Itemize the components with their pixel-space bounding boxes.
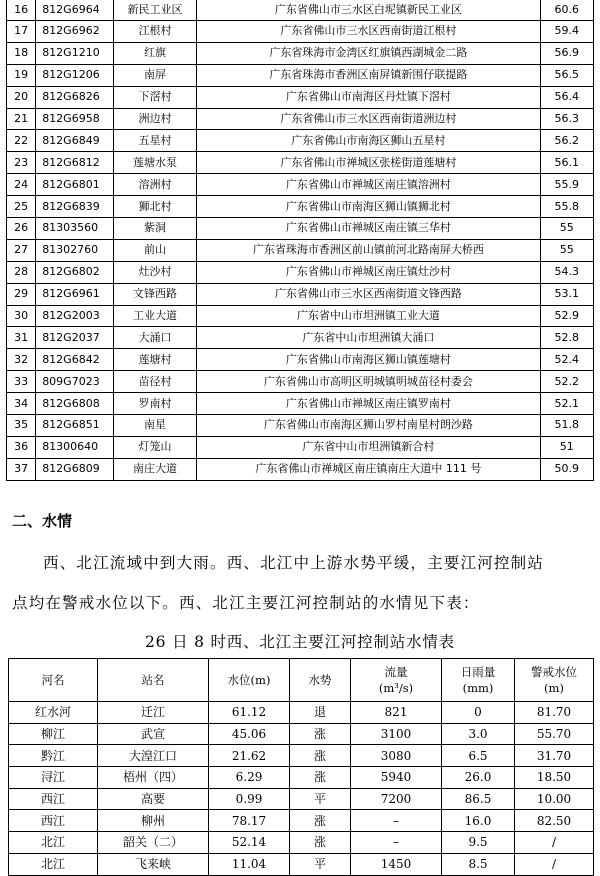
station-address: 广东省佛山市南海区丹灶镇下滘村: [197, 86, 540, 108]
station-address: 广东省佛山市三水区西南街道江根村: [197, 21, 540, 43]
table-row: [7, 152, 594, 174]
station-address: 广东省珠海市香洲区前山镇前河北路南屏大桥西: [197, 239, 540, 261]
warning-level: 81.70: [515, 702, 594, 724]
header-flow-line1: 流量: [384, 665, 408, 679]
header-rain-line1: 日雨量: [460, 665, 496, 679]
row-number: 25: [7, 196, 36, 218]
water-level: 0.99: [209, 788, 290, 810]
warning-level: /: [515, 853, 594, 875]
station-name: 下滘村: [113, 86, 197, 108]
header-station: 站名: [98, 659, 209, 702]
station-name: 飞来峡: [98, 853, 209, 875]
row-number: 20: [7, 86, 36, 108]
station-address: 广东省佛山市禅城区南庄镇灶沙村: [197, 261, 540, 283]
water-trend: 平: [290, 853, 351, 875]
station-address: 广东省佛山市三水区白坭镇新民工业区: [197, 0, 540, 21]
table-row: [7, 218, 594, 240]
row-number: 35: [7, 415, 36, 437]
table-row: [9, 767, 594, 789]
flow-rate: 3080: [351, 745, 442, 767]
row-number: 19: [7, 64, 36, 86]
daily-rainfall: 26.0: [442, 767, 515, 789]
river-name: 黔江: [9, 745, 98, 767]
table-row: [9, 810, 594, 832]
row-number: 24: [7, 174, 36, 196]
river-name: 北江: [9, 832, 98, 854]
water-trend: 涨: [290, 745, 351, 767]
station-code: 812G6808: [36, 393, 114, 415]
row-number: 30: [7, 305, 36, 327]
station-address: 广东省佛山市禅城区南庄镇三华村: [197, 218, 540, 240]
table-row: [7, 327, 594, 349]
station-address: 广东省中山市坦洲镇新合村: [197, 436, 540, 458]
station-name: 灯笼山: [113, 436, 197, 458]
station-name: 苗径村: [113, 371, 197, 393]
station-name: 韶关（二）: [98, 832, 209, 854]
table-row: [7, 436, 594, 458]
rain-station-table: [6, 0, 594, 481]
table-row: [7, 108, 594, 130]
water-trend: 涨: [290, 810, 351, 832]
river-name: 西江: [9, 788, 98, 810]
station-name: 灶沙村: [113, 261, 197, 283]
water-level: 45.06: [209, 723, 290, 745]
rainfall-value: 56.1: [540, 152, 593, 174]
warning-level: 10.00: [515, 788, 594, 810]
station-code: 809G7023: [36, 371, 114, 393]
flow-rate: 3100: [351, 723, 442, 745]
flow-rate: 1450: [351, 853, 442, 875]
table-row: [7, 86, 594, 108]
station-address: 广东省佛山市南海区狮山镇狮北村: [197, 196, 540, 218]
station-name: 紫洞: [113, 218, 197, 240]
warning-level: /: [515, 832, 594, 854]
station-name: 前山: [113, 239, 197, 261]
row-number: 27: [7, 239, 36, 261]
header-river: 河名: [9, 659, 98, 702]
river-name: 西江: [9, 810, 98, 832]
row-number: 31: [7, 327, 36, 349]
table-row: [9, 702, 594, 724]
header-warn-line1: 警戒水位: [531, 665, 577, 679]
water-level: 11.04: [209, 853, 290, 875]
water-level: 78.17: [209, 810, 290, 832]
station-name: 武宣: [98, 723, 209, 745]
station-address: 广东省佛山市三水区西南街道洲边村: [197, 108, 540, 130]
station-address: 广东省佛山市南海区狮山罗村南星村朗沙路: [197, 415, 540, 437]
flow-rate: –: [351, 832, 442, 854]
row-number: 21: [7, 108, 36, 130]
table-row: [7, 239, 594, 261]
rainfall-value: 55: [540, 218, 593, 240]
station-code: 81302760: [36, 239, 114, 261]
rainfall-value: 56.3: [540, 108, 593, 130]
station-name: 罗南村: [113, 393, 197, 415]
daily-rainfall: 6.5: [442, 745, 515, 767]
table-row: [7, 0, 594, 21]
station-name: 洲边村: [113, 108, 197, 130]
rainfall-value: 53.1: [540, 283, 593, 305]
water-level: 21.62: [209, 745, 290, 767]
table-row: [9, 832, 594, 854]
flow-rate: –: [351, 810, 442, 832]
warning-level: 82.50: [515, 810, 594, 832]
station-code: 812G2037: [36, 327, 114, 349]
row-number: 37: [7, 458, 36, 480]
station-code: 812G6962: [36, 21, 114, 43]
rainfall-value: 51.8: [540, 415, 593, 437]
rainfall-value: 55.8: [540, 196, 593, 218]
row-number: 28: [7, 261, 36, 283]
station-name: 莲塘水泵: [113, 152, 197, 174]
river-name: 浔江: [9, 767, 98, 789]
station-code: 812G6801: [36, 174, 114, 196]
station-address: 广东省珠海市香洲区南屏镇新围仔联提路: [197, 64, 540, 86]
station-address: 广东省中山市坦洲镇大涌口: [197, 327, 540, 349]
station-code: 812G6958: [36, 108, 114, 130]
row-number: 29: [7, 283, 36, 305]
station-name: 文锋西路: [113, 283, 197, 305]
station-code: 81303560: [36, 218, 114, 240]
table-row: [7, 21, 594, 43]
station-address: 广东省佛山市南海区狮山五星村: [197, 130, 540, 152]
flow-rate: 821: [351, 702, 442, 724]
warning-level: 55.70: [515, 723, 594, 745]
header-warn: [515, 659, 594, 702]
station-code: 81300640: [36, 436, 114, 458]
station-name: 南星: [113, 415, 197, 437]
flow-rate: 5940: [351, 767, 442, 789]
table-row: [9, 788, 594, 810]
rainfall-value: 52.1: [540, 393, 593, 415]
water-level: 61.12: [209, 702, 290, 724]
row-number: 17: [7, 21, 36, 43]
station-code: 812G6849: [36, 130, 114, 152]
station-code: 812G6812: [36, 152, 114, 174]
rainfall-value: 52.4: [540, 349, 593, 371]
row-number: 23: [7, 152, 36, 174]
station-code: 812G6802: [36, 261, 114, 283]
rainfall-value: 56.9: [540, 42, 593, 64]
table-row: [7, 458, 594, 480]
table-row: [7, 174, 594, 196]
station-name: 五星村: [113, 130, 197, 152]
station-name: 新民工业区: [113, 0, 197, 21]
header-warn-line2: (m): [544, 681, 564, 695]
water-level-table: [8, 658, 594, 876]
station-name: 柳州: [98, 810, 209, 832]
table-row: [7, 371, 594, 393]
water-trend: 平: [290, 788, 351, 810]
rainfall-value: 55: [540, 239, 593, 261]
rainfall-value: 52.9: [540, 305, 593, 327]
header-rain: [442, 659, 515, 702]
row-number: 33: [7, 371, 36, 393]
table-row: [9, 853, 594, 875]
rainfall-value: 54.3: [540, 261, 593, 283]
rainfall-value: 60.6: [540, 0, 593, 21]
row-number: 34: [7, 393, 36, 415]
station-name: 工业大道: [113, 305, 197, 327]
table-row: [7, 196, 594, 218]
daily-rainfall: 86.5: [442, 788, 515, 810]
daily-rainfall: 0: [442, 702, 515, 724]
water-table-header: [9, 659, 594, 702]
station-name: 迁江: [98, 702, 209, 724]
table-row: [7, 393, 594, 415]
rainfall-value: 51: [540, 436, 593, 458]
water-level: 6.29: [209, 767, 290, 789]
station-name: 大湟江口: [98, 745, 209, 767]
station-name: 莲塘村: [113, 349, 197, 371]
station-code: 812G6851: [36, 415, 114, 437]
rainfall-value: 55.9: [540, 174, 593, 196]
water-trend: 涨: [290, 723, 351, 745]
table-row: [7, 130, 594, 152]
daily-rainfall: 16.0: [442, 810, 515, 832]
table-caption: 26 日 8 时西、北江主要江河控制站水情表: [145, 633, 455, 651]
station-name: 溶洲村: [113, 174, 197, 196]
table-row: [7, 64, 594, 86]
station-address: 广东省佛山市禅城区南庄镇溶洲村: [197, 174, 540, 196]
station-address: 广东省佛山市禅城区南庄镇罗南村: [197, 393, 540, 415]
station-code: 812G6826: [36, 86, 114, 108]
station-name: 江根村: [113, 21, 197, 43]
station-code: 812G6961: [36, 283, 114, 305]
rainfall-value: 52.8: [540, 327, 593, 349]
header-flow-line2: (m³/s): [378, 681, 414, 695]
station-code: 812G6964: [36, 0, 114, 21]
flow-rate: 7200: [351, 788, 442, 810]
rainfall-value: 56.2: [540, 130, 593, 152]
row-number: 36: [7, 436, 36, 458]
row-number: 22: [7, 130, 36, 152]
water-trend: 涨: [290, 767, 351, 789]
table-row: [7, 349, 594, 371]
river-name: 柳江: [9, 723, 98, 745]
warning-level: 31.70: [515, 745, 594, 767]
paragraph-line-1: 西、北江流域中到大雨。西、北江中上游水势平缓，主要江河控制站: [43, 554, 545, 572]
table-row: [7, 415, 594, 437]
rainfall-value: 56.5: [540, 64, 593, 86]
station-code: 812G1210: [36, 42, 114, 64]
paragraph-line-2: 点均在警戒水位以下。西、北江主要江河控制站的水情见下表：: [12, 594, 480, 612]
warning-level: 18.50: [515, 767, 594, 789]
station-name: 狮北村: [113, 196, 197, 218]
daily-rainfall: 9.5: [442, 832, 515, 854]
river-name: 红水河: [9, 702, 98, 724]
header-level: 水位(m): [209, 659, 290, 702]
station-code: 812G1206: [36, 64, 114, 86]
river-name: 北江: [9, 853, 98, 875]
row-number: 32: [7, 349, 36, 371]
station-name: 红旗: [113, 42, 197, 64]
table-row: [7, 261, 594, 283]
station-code: 812G6839: [36, 196, 114, 218]
daily-rainfall: 8.5: [442, 853, 515, 875]
row-number: 26: [7, 218, 36, 240]
station-name: 大涌口: [113, 327, 197, 349]
station-name: 南屏: [113, 64, 197, 86]
station-address: 广东省中山市坦洲镇工业大道: [197, 305, 540, 327]
station-address: 广东省佛山市禅城区南庄镇南庄大道中 111 号: [197, 458, 540, 480]
row-number: 18: [7, 42, 36, 64]
section-title: 二、水情: [12, 512, 73, 530]
water-level: 52.14: [209, 832, 290, 854]
header-flow: [351, 659, 442, 702]
table-row: [7, 283, 594, 305]
rainfall-value: 50.9: [540, 458, 593, 480]
station-address: 广东省佛山市三水区西南街道文锋西路: [197, 283, 540, 305]
station-code: 812G6809: [36, 458, 114, 480]
station-address: 广东省佛山市禅城区张槎街道莲塘村: [197, 152, 540, 174]
table-row: [9, 745, 594, 767]
daily-rainfall: 3.0: [442, 723, 515, 745]
station-code: 812G2003: [36, 305, 114, 327]
station-name: 梧州（四）: [98, 767, 209, 789]
water-trend: 涨: [290, 832, 351, 854]
rainfall-value: 56.4: [540, 86, 593, 108]
table-row: [7, 305, 594, 327]
station-name: 高要: [98, 788, 209, 810]
water-trend: 退: [290, 702, 351, 724]
table-row: [9, 723, 594, 745]
station-address: 广东省珠海市金湾区红旗镇西湖城金二路: [197, 42, 540, 64]
row-number: 16: [7, 0, 36, 21]
header-rain-line2: (mm): [462, 681, 494, 695]
table-row: [7, 42, 594, 64]
station-code: 812G6842: [36, 349, 114, 371]
rainfall-value: 52.2: [540, 371, 593, 393]
station-address: 广东省佛山市高明区明城镇明城苗径村委会: [197, 371, 540, 393]
rainfall-value: 59.4: [540, 21, 593, 43]
station-address: 广东省佛山市南海区狮山镇莲塘村: [197, 349, 540, 371]
station-name: 南庄大道: [113, 458, 197, 480]
header-trend: 水势: [290, 659, 351, 702]
